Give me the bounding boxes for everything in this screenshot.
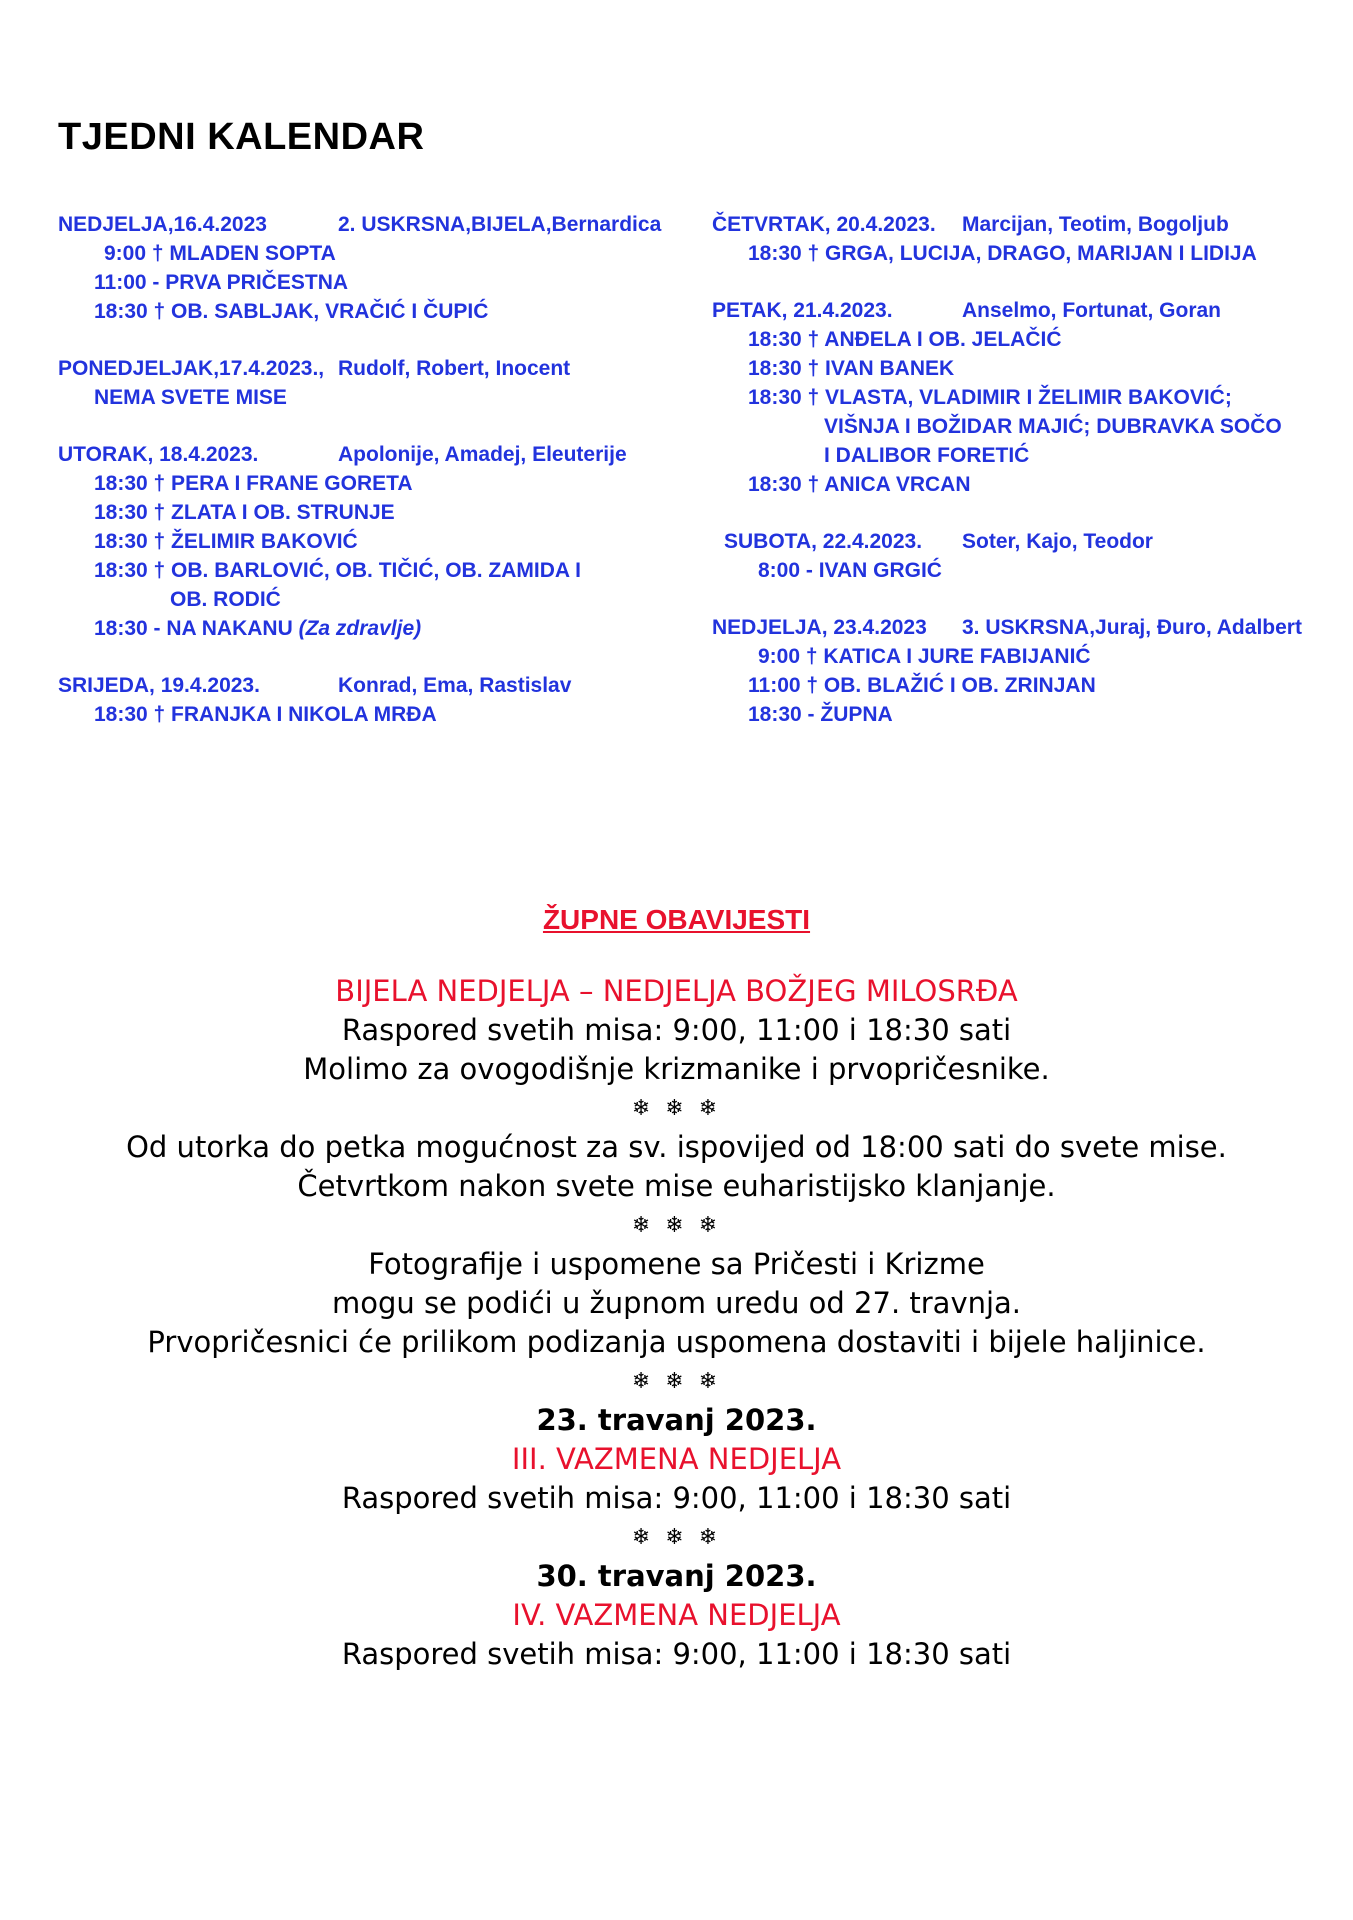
day-date: SUBOTA, 22.4.2023. bbox=[724, 530, 923, 553]
day-date: NEDJELJA, 23.4.2023 bbox=[712, 616, 927, 639]
calendar-day bbox=[712, 210, 1332, 268]
day-date: SRIJEDA, 19.4.2023. bbox=[58, 674, 260, 697]
day-saints: Apolonije, Amadej, Eleuterije bbox=[338, 443, 627, 466]
mass-entry-text: 9:00 † MLADEN SOPTA bbox=[104, 242, 336, 265]
day-header bbox=[712, 613, 1332, 642]
day-date: NEDJELJA,16.4.2023 bbox=[58, 213, 267, 236]
mass-entry-text: 18:30 - ŽUPNA bbox=[748, 703, 893, 726]
notice-line: Od utorka do petka mogućnost za sv. ispovijed od 18:00 sati do svete mise. bbox=[126, 1130, 1227, 1164]
mass-entry-text: 18:30 † FRANJKA I NIKOLA MRĐA bbox=[94, 703, 437, 726]
mass-entry-text: 18:30 † ANICA VRCAN bbox=[748, 473, 971, 496]
mass-entry bbox=[712, 642, 1332, 671]
day-saints: Soter, Kajo, Teodor bbox=[962, 530, 1153, 553]
snowflake-separator-icon: ❄ ❄ ❄ bbox=[631, 1096, 722, 1121]
notice-line: III. VAZMENA NEDJELJA bbox=[511, 1442, 842, 1476]
notices-title: ŽUPNE OBAVIJESTI bbox=[542, 904, 811, 935]
calendar-day bbox=[712, 613, 1332, 729]
calendar-day bbox=[58, 354, 678, 412]
mass-entry bbox=[712, 239, 1332, 268]
notice-line: Prvopričesnici će prilikom podizanja uspomena dostaviti i bijele haljinice. bbox=[147, 1325, 1206, 1359]
mass-entry bbox=[712, 412, 1332, 441]
mass-entry bbox=[712, 700, 1332, 729]
notice-line: Četvrtkom nakon svete mise euharistijsko klanjanje. bbox=[297, 1169, 1056, 1203]
notice-line: Raspored svetih misa: 9:00, 11:00 i 18:30 sati bbox=[341, 1013, 1012, 1047]
notice-line: mogu se podići u župnom uredu od 27. travnja. bbox=[331, 1286, 1022, 1320]
day-date: UTORAK, 18.4.2023. bbox=[58, 443, 259, 466]
mass-entry bbox=[712, 383, 1332, 412]
day-saints: 2. USKRSNA,BIJELA,Bernardica bbox=[338, 213, 662, 236]
day-saints: Marcijan, Teotim, Bogoljub bbox=[962, 213, 1229, 236]
mass-entry bbox=[58, 469, 678, 498]
mass-entry bbox=[712, 354, 1332, 383]
mass-entry bbox=[58, 700, 678, 729]
day-saints: Rudolf, Robert, Inocent bbox=[338, 357, 571, 380]
notice-line: 30. travanj 2023. bbox=[536, 1559, 817, 1593]
mass-entry-text: 11:00 - PRVA PRIČESTNA bbox=[94, 271, 349, 294]
mass-entry bbox=[58, 383, 678, 412]
day-date: PONEDJELJAK,17.4.2023., bbox=[58, 357, 325, 380]
notice-line: Raspored svetih misa: 9:00, 11:00 i 18:30 sati bbox=[341, 1637, 1012, 1671]
mass-entry-text: 18:30 † ZLATA I OB. STRUNJE bbox=[94, 501, 395, 524]
day-saints: Konrad, Ema, Rastislav bbox=[338, 674, 572, 697]
notice-line: BIJELA NEDJELJA – NEDJELJA BOŽJEG MILOSRĐA bbox=[335, 974, 1018, 1008]
mass-entry-text: 18:30 † ANĐELA I OB. JELAČIĆ bbox=[748, 328, 1062, 351]
day-date: ČETVRTAK, 20.4.2023. bbox=[712, 213, 936, 236]
mass-entry-text: 18:30 † GRGA, LUCIJA, DRAGO, MARIJAN I LIDIJA bbox=[748, 242, 1257, 265]
day-header bbox=[58, 354, 678, 383]
mass-entry bbox=[712, 325, 1332, 354]
day-saints: Anselmo, Fortunat, Goran bbox=[962, 299, 1222, 322]
snowflake-separator-icon: ❄ ❄ ❄ bbox=[631, 1213, 722, 1238]
mass-entry-text: 18:30 † OB. BARLOVIĆ, OB. TIČIĆ, OB. ZAMIDA I bbox=[94, 559, 581, 582]
day-header bbox=[712, 296, 1332, 325]
mass-entry-text: 18:30 † OB. SABLJAK, VRAČIĆ I ČUPIĆ bbox=[94, 300, 489, 323]
mass-entry-note: (Za zdravlje) bbox=[298, 617, 422, 640]
day-header bbox=[712, 527, 1332, 556]
parish-notices bbox=[0, 900, 1353, 1674]
calendar-day bbox=[58, 671, 678, 729]
notice-line: 23. travanj 2023. bbox=[536, 1403, 817, 1437]
mass-entry-text: OB. RODIĆ bbox=[170, 588, 281, 611]
mass-entry bbox=[58, 239, 678, 268]
mass-entry-text: NEMA SVETE MISE bbox=[94, 386, 287, 409]
notice-lines bbox=[0, 972, 1353, 1674]
day-header bbox=[58, 440, 678, 469]
snowflake-separator-icon: ❄ ❄ ❄ bbox=[631, 1369, 722, 1394]
mass-entry bbox=[712, 556, 1332, 585]
mass-entry bbox=[58, 556, 678, 585]
notice-line: IV. VAZMENA NEDJELJA bbox=[512, 1598, 841, 1632]
mass-entry-text: 18:30 † ŽELIMIR BAKOVIĆ bbox=[94, 530, 358, 553]
calendar-day bbox=[712, 527, 1332, 585]
page-title: TJEDNI KALENDAR bbox=[58, 116, 425, 158]
calendar-day bbox=[712, 296, 1332, 499]
day-saints: 3. USKRSNA,Juraj, Đuro, Adalbert bbox=[962, 616, 1302, 639]
mass-entry-text: VIŠNJA I BOŽIDAR MAJIĆ; DUBRAVKA SOČO bbox=[824, 415, 1282, 438]
mass-entry bbox=[58, 297, 678, 326]
mass-entry-text: 18:30 † IVAN BANEK bbox=[748, 357, 955, 380]
calendar-left-column bbox=[58, 210, 678, 757]
mass-entry bbox=[58, 527, 678, 556]
mass-entry-text: I DALIBOR FORETIĆ bbox=[824, 444, 1030, 467]
calendar-right-column bbox=[712, 210, 1332, 757]
day-header bbox=[58, 671, 678, 700]
notice-line: Raspored svetih misa: 9:00, 11:00 i 18:30 sati bbox=[341, 1481, 1012, 1515]
mass-entry bbox=[712, 470, 1332, 499]
mass-entry-text: 11:00 † OB. BLAŽIĆ I OB. ZRINJAN bbox=[748, 674, 1096, 697]
mass-entry bbox=[58, 498, 678, 527]
day-date: PETAK, 21.4.2023. bbox=[712, 299, 893, 322]
calendar-day bbox=[58, 210, 678, 326]
mass-entry-text: 18:30 - NA NAKANU bbox=[94, 617, 299, 640]
calendar-day bbox=[58, 440, 678, 643]
mass-entry-text: 9:00 † KATICA I JURE FABIJANIĆ bbox=[758, 645, 1091, 668]
mass-entry bbox=[58, 585, 678, 614]
snowflake-separator-icon: ❄ ❄ ❄ bbox=[631, 1525, 722, 1550]
mass-entry bbox=[58, 614, 678, 643]
mass-entry-text: 18:30 † PERA I FRANE GORETA bbox=[94, 472, 413, 495]
mass-entry bbox=[712, 671, 1332, 700]
notice-line: Fotografije i uspomene sa Pričesti i Krizme bbox=[368, 1247, 985, 1281]
day-header bbox=[58, 210, 678, 239]
notice-line: Molimo za ovogodišnje krizmanike i prvopričesnike. bbox=[303, 1052, 1050, 1086]
mass-entry bbox=[712, 441, 1332, 470]
mass-entry-text: 8:00 - IVAN GRGIĆ bbox=[758, 559, 942, 582]
mass-entry-text: 18:30 † VLASTA, VLADIMIR I ŽELIMIR BAKOVIĆ; bbox=[748, 386, 1232, 409]
mass-entry bbox=[58, 268, 678, 297]
day-header bbox=[712, 210, 1332, 239]
